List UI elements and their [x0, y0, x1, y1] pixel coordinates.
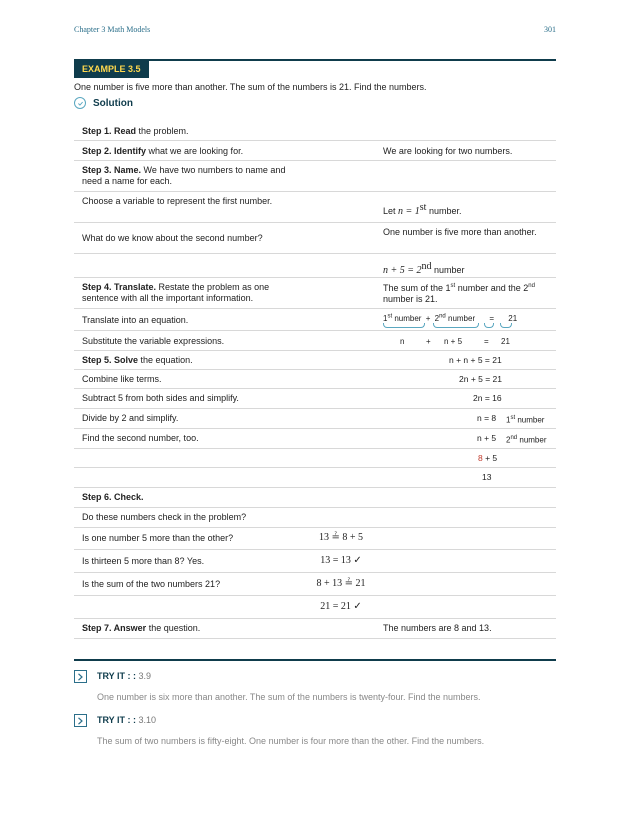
- second-number-value-row: [74, 468, 556, 488]
- step-5-equation: n + n + 5 = 21: [449, 355, 502, 365]
- try-it-text: One number is six more than another. The sum of the numbers is twenty-four. Find the numbers.: [97, 692, 481, 702]
- sub-term-b: n + 5: [444, 337, 463, 346]
- divide-row: [74, 409, 556, 429]
- sub-term-a: n: [400, 337, 405, 346]
- find-second-row: [74, 429, 556, 449]
- check-difference-result: 13 = 13 ✓: [320, 555, 362, 566]
- brace-first-term: [383, 323, 425, 328]
- second-number-expression: n + 5 = 2nd number: [383, 261, 465, 276]
- check-sum-equation: 8 + 13 ≟ 21: [316, 578, 366, 589]
- check-question-row: [74, 508, 556, 528]
- check-difference-answer-text: Is thirteen 5 more than 8? Yes.: [82, 556, 205, 566]
- step-6-text: Step 6. Check.: [82, 492, 144, 502]
- brace-second-term: [433, 323, 479, 328]
- subtract-equation: 2n = 16: [473, 393, 502, 403]
- check-sum-result-row: [74, 596, 556, 619]
- second-number-text: What do we know about the second number?: [82, 233, 263, 243]
- step-6-row: [74, 488, 556, 508]
- plus-sign: +: [425, 313, 431, 323]
- second-number-term: 2nd number: [434, 313, 476, 323]
- check-circle-icon: [74, 97, 86, 109]
- check-sum-row: [74, 573, 556, 596]
- check-question-text: Do these numbers check in the problem?: [82, 512, 247, 522]
- subtract-text: Subtract 5 from both sides and simplify.: [82, 393, 239, 403]
- try-it-3-10: [74, 714, 556, 748]
- divide-equation: n = 8: [477, 413, 497, 423]
- chapter-header: Chapter 3 Math Models: [74, 25, 151, 34]
- step-4-row: [74, 278, 556, 309]
- solution-heading: [74, 97, 133, 109]
- step-7-result: The numbers are 8 and 13.: [383, 623, 492, 633]
- sub-equals: =: [484, 337, 489, 346]
- substitute-row: [74, 331, 556, 351]
- substitute-eight-row: [74, 449, 556, 468]
- brace-value: [500, 323, 512, 328]
- second-number-result: One number is five more than another.: [383, 227, 537, 237]
- find-second-note: 2nd number: [506, 435, 547, 445]
- find-second-text: Find the second number, too.: [82, 433, 199, 443]
- choose-variable-text: Choose a variable to represent the first number.: [82, 196, 273, 206]
- second-number-row: [74, 223, 556, 254]
- translate-row: [74, 309, 556, 331]
- step-5-row: [74, 351, 556, 370]
- step-4-text: Step 4. Translate. Restate the problem as one sentence with all the important information.: [82, 282, 270, 303]
- try-it-label: TRY IT : : 3.10: [97, 715, 157, 725]
- subtract-row: [74, 389, 556, 409]
- first-number-term: 1st number: [383, 313, 422, 323]
- check-difference-equation: 13 ≟ 8 + 5: [318, 532, 364, 543]
- example-label: EXAMPLE 3.5: [74, 61, 149, 78]
- sub-value: 21: [501, 337, 510, 346]
- step-5-text: Step 5. Solve the equation.: [82, 355, 193, 365]
- step-7-row: [74, 619, 556, 639]
- try-it-text: The sum of two numbers is fifty-eight. One number is four more than the other. Find the numbers.: [97, 736, 485, 746]
- example-bottom-rule: [74, 659, 556, 661]
- find-second-expression: n + 5: [477, 433, 497, 443]
- step-1-row: [74, 121, 556, 141]
- divide-note: 1st number: [506, 415, 545, 425]
- word-equation: [383, 311, 517, 324]
- sum-value: 21: [508, 313, 518, 323]
- step-4-result: The sum of the 1st number and the 2nd number is 21.: [383, 283, 535, 304]
- example-problem: One number is five more than another. The sum of the numbers is 21. Find the numbers.: [74, 82, 427, 92]
- check-difference-row: [74, 528, 556, 550]
- substitute-eight-expression: 8 + 5: [478, 453, 498, 463]
- choose-variable-row: [74, 192, 556, 223]
- combine-row: [74, 370, 556, 389]
- substitute-text: Substitute the variable expressions.: [82, 336, 225, 346]
- check-sum-text: Is the sum of the two numbers 21?: [82, 579, 221, 589]
- step-2-row: [74, 141, 556, 161]
- check-difference-answer-row: [74, 550, 556, 573]
- second-number-expression-row: [74, 254, 556, 278]
- combine-text: Combine like terms.: [82, 374, 162, 384]
- step-7-text: Step 7. Answer the question.: [82, 623, 201, 633]
- sub-plus: +: [426, 337, 431, 346]
- choose-variable-result: Let n = 1st number.: [383, 202, 462, 217]
- step-2-result: We are looking for two numbers.: [383, 146, 513, 156]
- translate-text: Translate into an equation.: [82, 315, 189, 325]
- combine-equation: 2n + 5 = 21: [459, 374, 503, 384]
- step-3-row: [74, 161, 556, 192]
- divide-text: Divide by 2 and simplify.: [82, 413, 179, 423]
- brace-equals: [484, 323, 494, 328]
- try-it-label: TRY IT : : 3.9: [97, 671, 152, 681]
- check-sum-result: 21 = 21 ✓: [320, 601, 362, 612]
- solution-label: Solution: [93, 97, 133, 109]
- page-number: 301: [544, 25, 556, 34]
- second-number-value: 13: [482, 472, 492, 482]
- chevron-right-icon[interactable]: [74, 670, 87, 683]
- equals-sign: =: [489, 313, 495, 323]
- try-it-3-9: [74, 670, 556, 704]
- step-2-text: Step 2. Identify what we are looking for.: [82, 146, 244, 156]
- step-3-text: Step 3. Name. We have two numbers to name and need a name for each.: [82, 165, 286, 186]
- chevron-right-icon[interactable]: [74, 714, 87, 727]
- step-1-text: Step 1. Read the problem.: [82, 126, 189, 136]
- check-difference-text: Is one number 5 more than the other?: [82, 533, 234, 543]
